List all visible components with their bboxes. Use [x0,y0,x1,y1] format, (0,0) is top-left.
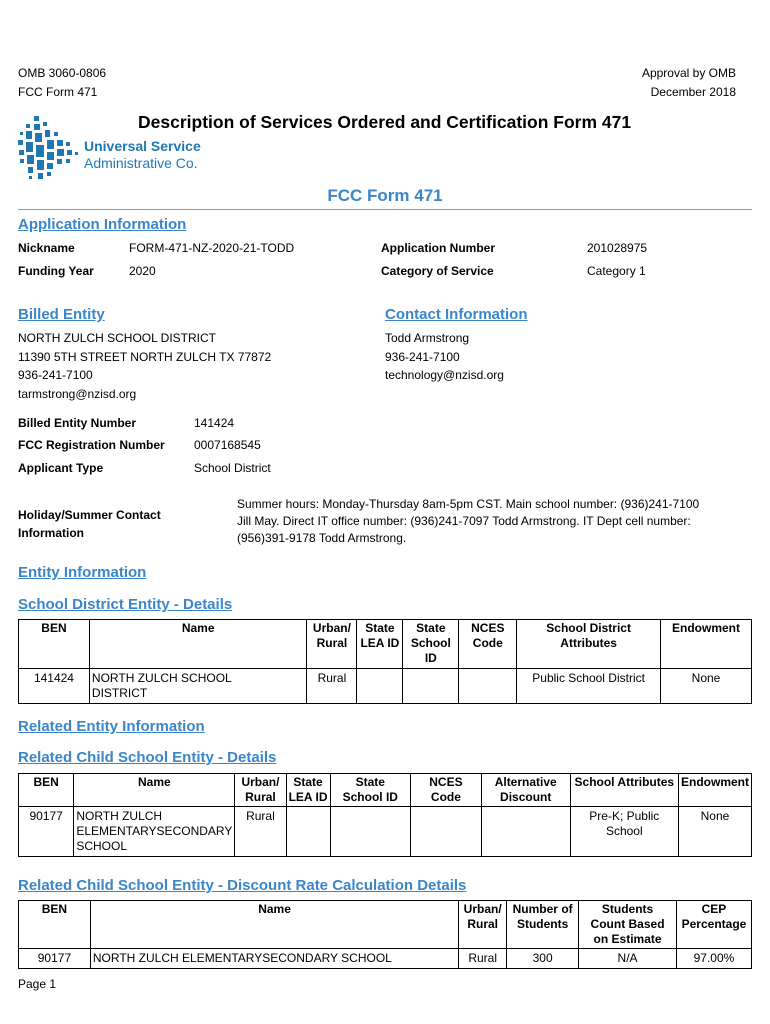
col-nces-code: NCES Code [411,774,482,807]
form-label: FCC Form 471 [18,85,98,99]
billed-entity-number-label: Billed Entity Number [18,416,137,430]
fcc-registration-value: 0007168545 [194,438,261,452]
cell-ben: 141424 [19,669,90,704]
col-name: Name [90,901,458,949]
cell-number-of-students: 300 [507,949,579,969]
billed-entity-address: 11390 5TH STREET NORTH ZULCH TX 77872 [18,349,272,364]
col-school-attributes: School Attributes [570,774,678,807]
cell-urban-rural: Rural [459,949,507,969]
col-name: Name [74,774,235,807]
applicant-type-value: School District [194,461,271,475]
col-endowment: Endowment [661,620,752,669]
holiday-label-line-2: Information [18,526,84,540]
cell-ben: 90177 [19,807,74,857]
related-entity-heading: Related Entity Information [18,718,205,735]
cell-endowment: None [661,669,752,704]
col-state-lea-id: State LEA ID [286,774,330,807]
col-ben: BEN [19,774,74,807]
logo-line-1: Universal Service [84,138,201,154]
col-district-attributes: School District Attributes [517,620,661,669]
cell-name: NORTH ZULCH ELEMENTARYSECONDARY SCHOOL [74,807,235,857]
omb-number: OMB 3060-0806 [18,66,107,80]
col-urban-rural: Urban/ Rural [459,901,507,949]
approval-date: December 2018 [650,85,736,99]
application-number-label: Application Number [381,241,496,255]
col-name: Name [89,620,307,669]
header-left [18,64,106,102]
cell-urban-rural: Rural [235,807,286,857]
billed-entity-phone: 936-241-7100 [18,368,93,382]
related-child-table [18,773,752,857]
application-number-value: 201028975 [587,241,648,255]
cell-urban-rural: Rural [307,669,357,704]
school-district-table [18,619,752,704]
billed-entity-heading: Billed Entity [18,306,105,323]
col-urban-rural: Urban/ Rural [235,774,286,807]
billed-entity-name: NORTH ZULCH SCHOOL DISTRICT [18,331,217,345]
nickname-value: FORM-471-NZ-2020-21-TODD [129,241,295,255]
funding-year-value: 2020 [129,264,156,278]
cell-state-school-id [403,669,459,704]
cell-name: NORTH ZULCH SCHOOL DISTRICT [89,669,307,704]
funding-year-label: Funding Year [18,264,94,278]
cell-name: NORTH ZULCH ELEMENTARYSECONDARY SCHOOL [90,949,458,969]
table-row [19,807,752,857]
school-district-details-heading: School District Entity - Details [18,596,233,613]
contact-email: technology@nzisd.org [385,368,504,382]
discount-calculation-heading: Related Child School Entity - Discount Rate Calculation Details [18,877,467,894]
col-count-based-on-estimate: Students Count Based on Estimate [579,901,677,949]
holiday-contact-info [237,496,699,547]
header-right [642,64,736,102]
billed-entity-email: tarmstrong@nzisd.org [18,386,137,401]
holiday-line-1: Summer hours: Monday-Thursday 8am-5pm CST. Main school number: (936)241-7100 [237,497,700,511]
cell-state-school-id [330,807,410,857]
cell-endowment: None [678,807,751,857]
holiday-line-2: Jill May. Direct IT office number: (936)241-7097 Todd Armstrong. IT Dept cell number: [237,514,691,528]
holiday-line-3: (956)391-9178 Todd Armstrong. [237,531,407,545]
col-ben: BEN [19,620,90,669]
cell-ben: 90177 [19,949,91,969]
contact-block [385,329,504,385]
cell-count-based-on-estimate: N/A [579,949,677,969]
col-state-school-id: State School ID [330,774,410,807]
col-nces-code: NCES Code [459,620,517,669]
col-urban-rural: Urban/ Rural [307,620,357,669]
page-number: Page 1 [18,977,57,991]
col-state-lea-id: State LEA ID [357,620,403,669]
contact-phone: 936-241-7100 [385,349,460,364]
related-child-details-heading: Related Child School Entity - Details [18,749,277,766]
billed-entity-address-block [18,329,271,403]
form-heading: FCC Form 471 [327,186,443,205]
col-alternative-discount: Alternative Discount [481,774,570,807]
document-title: Description of Services Ordered and Certification Form 471 [138,112,632,132]
col-endowment: Endowment [678,774,751,807]
table-header-row [19,901,752,949]
applicant-type-label: Applicant Type [18,461,104,475]
holiday-contact-label [18,506,161,542]
logo-text [84,138,201,172]
logo-line-2: Administrative Co. [84,155,198,171]
cell-nces-code [459,669,517,704]
table-header-row [19,620,752,669]
discount-rate-table [18,900,752,969]
heading-divider [18,209,752,210]
approval-text: Approval by OMB [641,66,736,80]
cell-school-attributes: Pre-K; Public School [570,807,678,857]
category-value: Category 1 [587,264,646,278]
contact-information-heading: Contact Information [385,306,528,323]
col-state-school-id: State School ID [403,620,459,669]
table-row [19,949,752,969]
entity-information-heading: Entity Information [18,564,147,581]
cell-cep-percentage: 97.00% [676,949,751,969]
billed-entity-number-value: 141424 [194,416,235,430]
col-number-of-students: Number of Students [507,901,579,949]
cell-alternative-discount [481,807,570,857]
cell-state-lea-id [357,669,403,704]
category-label: Category of Service [381,264,494,278]
col-cep-percentage: CEP Percentage [676,901,751,949]
fcc-registration-label: FCC Registration Number [18,438,165,452]
contact-name: Todd Armstrong [385,331,470,345]
table-row [19,669,752,704]
col-ben: BEN [19,901,91,949]
cell-district-attributes: Public School District [517,669,661,704]
cell-state-lea-id [286,807,330,857]
nickname-label: Nickname [18,241,75,255]
cell-nces-code [411,807,482,857]
application-information-heading: Application Information [18,216,187,233]
table-header-row [19,774,752,807]
holiday-label-line-1: Holiday/Summer Contact [18,508,161,522]
